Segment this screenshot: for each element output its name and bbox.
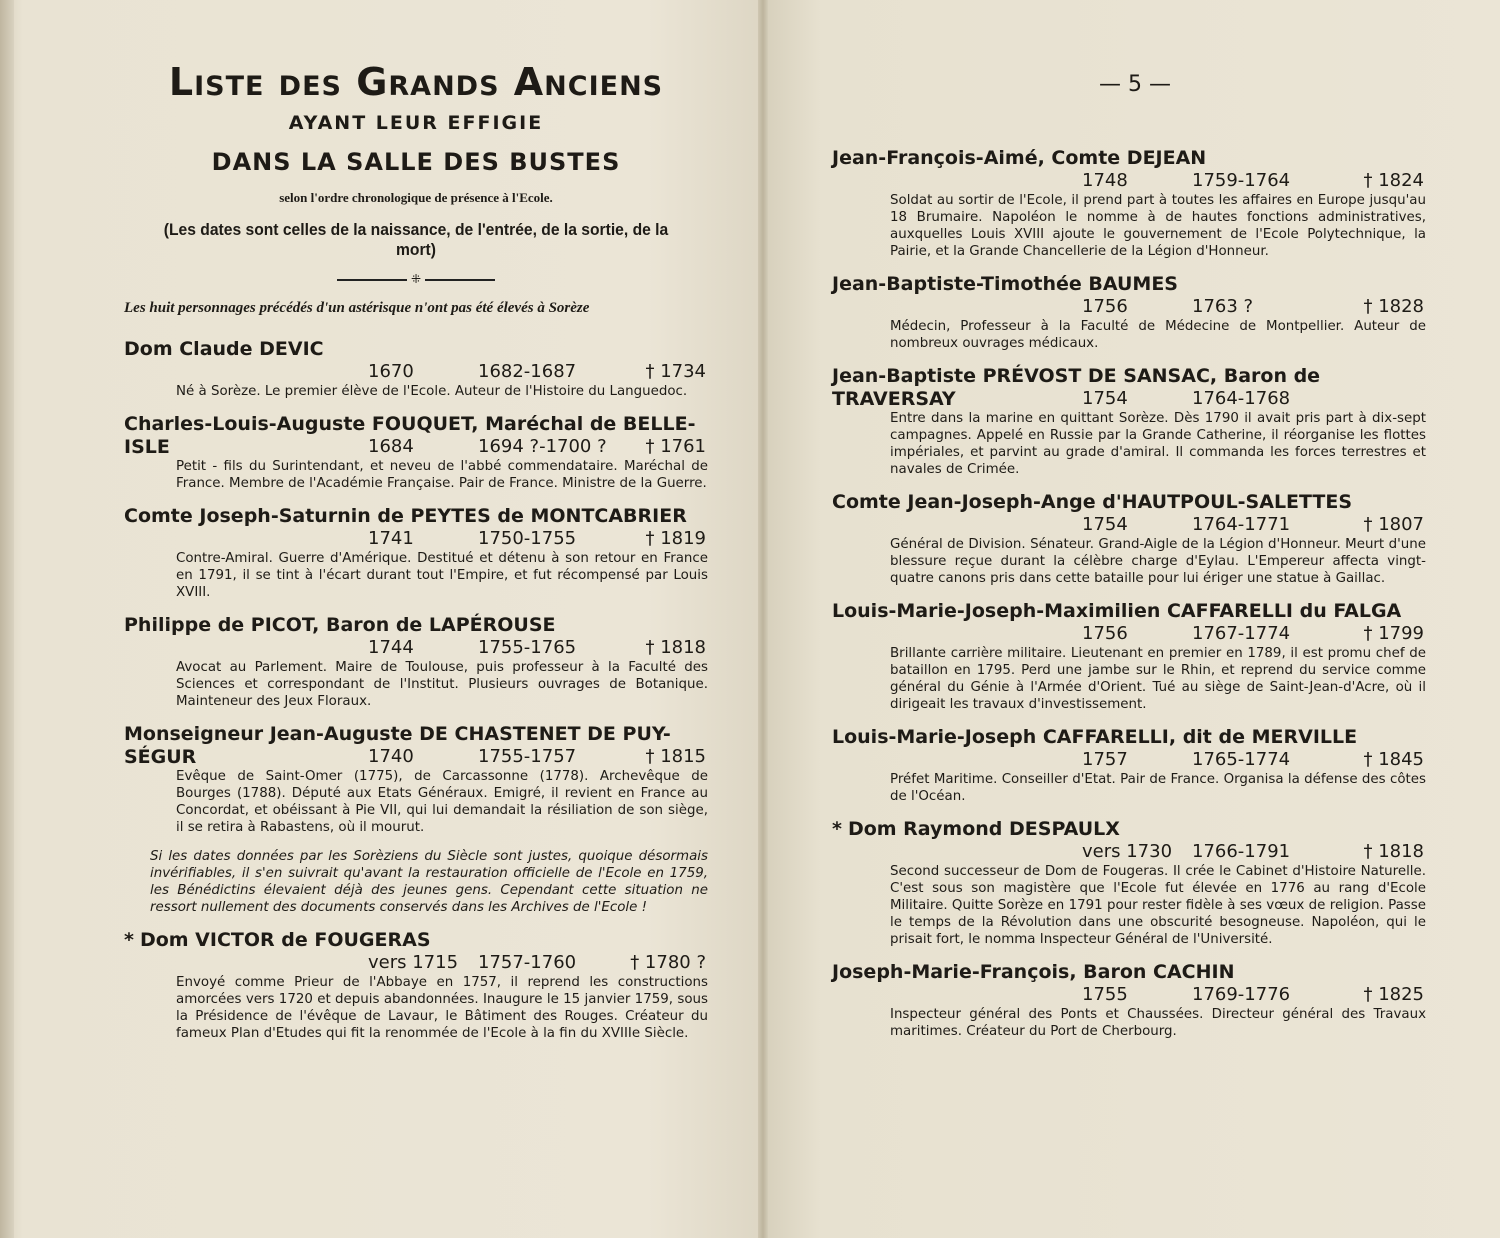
entry-stay: 1750-1755 xyxy=(478,528,577,549)
list-item xyxy=(832,725,1426,805)
subtitle-salle: DANS LA SALLE DES BUSTES xyxy=(211,148,621,176)
list-item xyxy=(832,364,1426,478)
list-item xyxy=(832,490,1426,587)
page-number: — 5 — xyxy=(1099,72,1171,97)
entry-stay: 1765-1774 xyxy=(1192,749,1291,770)
dates-note: (Les dates sont celles de la naissance, de l'entrée, de la sortie, de la mort) xyxy=(163,220,669,259)
asterisk-marker: * xyxy=(832,818,842,840)
list-item xyxy=(832,599,1426,713)
order-note: selon l'ordre chronologique de présence à l'Ecole. xyxy=(279,190,553,205)
entry-name: Jean-Baptiste PRÉVOST DE SANSAC, Baron de xyxy=(832,365,1321,387)
entry-name: Comte Jean-Joseph-Ange d'HAUTPOUL-SALETTES xyxy=(832,491,1353,513)
list-item xyxy=(832,146,1426,260)
entry-death: † 1818 xyxy=(1363,841,1424,862)
entry-name: Dom VICTOR de FOUGERAS xyxy=(139,929,431,951)
right-column xyxy=(832,146,1426,1052)
list-item xyxy=(124,504,708,601)
entry-name: Monseigneur Jean-Auguste DE CHASTENET DE PUY- xyxy=(124,723,671,745)
page-edge xyxy=(0,0,14,1238)
entry-birth: vers 1715 xyxy=(368,952,459,973)
entry-stay: 1767-1774 xyxy=(1192,623,1291,644)
subtitle-effigie: AYANT LEUR EFFIGIE xyxy=(288,112,544,134)
entry-stay: 1757-1760 xyxy=(478,952,577,973)
entry-name: Louis-Marie-Joseph CAFFARELLI, dit de MERVILLE xyxy=(832,726,1358,748)
list-item xyxy=(124,928,708,1042)
entry-dates xyxy=(832,623,1426,645)
entry-birth: 1670 xyxy=(368,361,414,382)
list-item xyxy=(832,960,1426,1040)
entry-description: Inspecteur général des Ponts et Chaussées. Directeur général des Travaux maritimes. Créateur du Port de Cherbourg. xyxy=(890,1007,1426,1039)
entry-birth: 1748 xyxy=(1082,170,1128,191)
entry-dates xyxy=(832,841,1426,863)
entry-description: Soldat au sortir de l'Ecole, il prend part à toutes les affaires en Europe jusqu'au 18 Brumaire. Napoléon le nomme à de hautes fonctions administratives, auxquelles Louis XVIII ajoute le gouvernement de l'Ecole Polytechnique, la Pairie, et la Grande Chancellerie de la Légion d'Honneur. xyxy=(890,193,1426,259)
italic-note: Si les dates données par les Sorèziens du Siècle sont justes, quoique désormais invérifiables, il s'en suivrait qu'avant la restauration officielle de l'Ecole en 1759, les Bénédictins élevaient déjà des jeunes gens. Cependant cette situation ne ressort nullement des documents conservés dans les Archives de l'Ecole ! xyxy=(150,849,708,915)
entry-birth: 1754 xyxy=(1082,388,1128,409)
entry-stay: 1764-1768 xyxy=(1192,388,1291,409)
entry-birth: 1756 xyxy=(1082,623,1128,644)
entry-death: † 1734 xyxy=(645,361,706,382)
entry-dates xyxy=(124,952,708,974)
entry-description: Petit - fils du Surintendant, et neveu de l'abbé commendataire. Maréchal de France. Membre de l'Académie Française. Pair de France. Ministre de la Guerre. xyxy=(176,459,708,491)
entry-name: Dom Raymond DESPAULX xyxy=(847,818,1120,840)
entry-death: † 1799 xyxy=(1363,623,1424,644)
entry-death: † 1815 xyxy=(645,746,706,767)
entry-death: † 1761 xyxy=(645,436,706,457)
entry-death: † 1825 xyxy=(1363,984,1424,1005)
entry-birth: 1756 xyxy=(1082,296,1128,317)
entry-description: Avocat au Parlement. Maire de Toulouse, puis professeur à la Faculté des Sciences et correspondant de l'Institut. Plusieurs ouvrages de Botanique. Mainteneur des Jeux Floraux. xyxy=(176,660,708,709)
book-gutter xyxy=(758,0,768,1238)
entry-description: Préfet Maritime. Conseiller d'Etat. Pair de France. Organisa la défense des côtes de l'Océan. xyxy=(890,772,1426,804)
entry-birth: 1754 xyxy=(1082,514,1128,535)
entry-description: Médecin, Professeur à la Faculté de Médecine de Montpellier. Auteur de nombreux ouvrages médicaux. xyxy=(890,319,1426,351)
entry-birth: 1740 xyxy=(368,746,414,767)
entry-stay: 1769-1776 xyxy=(1192,984,1291,1005)
entry-stay: 1694 ?-1700 ? xyxy=(478,436,607,457)
entry-birth: 1757 xyxy=(1082,749,1128,770)
entry-death: † 1818 xyxy=(645,637,706,658)
entry-dates: SÉGUR 1740 1755-1757 † 1815 xyxy=(124,746,706,768)
list-item xyxy=(832,272,1426,352)
entry-description: Contre-Amiral. Guerre d'Amérique. Destitué et détenu à son retour en France en 1791, il se tint à l'écart durant tout l'Empire, et fut récompensé par Louis XVIII. xyxy=(176,551,708,600)
entry-stay: 1755-1765 xyxy=(478,637,577,658)
list-item xyxy=(124,337,708,400)
list-item xyxy=(832,817,1426,948)
entry-stay: 1759-1764 xyxy=(1192,170,1291,191)
entry-name: Louis-Marie-Joseph-Maximilien CAFFARELLI du FALGA xyxy=(832,600,1402,622)
left-entry-list xyxy=(124,337,708,836)
entry-name: Jean-Baptiste-Timothée BAUMES xyxy=(832,273,1178,295)
entry-birth: 1755 xyxy=(1082,984,1128,1005)
entry-stay: 1682-1687 xyxy=(478,361,577,382)
entry-description: Second successeur de Dom de Fougeras. Il crée le Cabinet d'Histoire Naturelle. C'est sous son magistère que l'Ecole fut élevée en 1776 au rang d'Ecole Militaire. Quitte Sorèze en 1791 pour rester fidèle à ses vœux de religion. Passe le temps de la Révolution dans une obscurité besogneuse. Napoléon, qui le prisait fort, le nomma Inspecteur Général de l'Université. xyxy=(890,864,1426,947)
entry-dates xyxy=(124,361,708,383)
left-column xyxy=(124,60,708,1054)
entry-death: † 1824 xyxy=(1363,170,1424,191)
entry-death: † 1807 xyxy=(1363,514,1424,535)
page-title: Liste des Grands Anciens xyxy=(168,60,664,104)
entry-stay: 1763 ? xyxy=(1192,296,1254,317)
asterisk-marker: * xyxy=(124,929,134,951)
list-item xyxy=(124,412,708,492)
right-entry-list xyxy=(832,146,1426,1040)
entry-birth: vers 1730 xyxy=(1082,841,1173,862)
entry-dates xyxy=(124,637,708,659)
entry-death xyxy=(1352,388,1426,410)
intro-note: Les huit personnages précédés d'un astérisque n'ont pas été élevés à Sorèze xyxy=(124,300,590,316)
ornament-icon: ⁜ xyxy=(410,272,422,286)
entry-dates: TRAVERSAY 1754 1764-1768 xyxy=(832,388,1426,410)
entry-stay: 1766-1791 xyxy=(1192,841,1291,862)
entry-description: Général de Division. Sénateur. Grand-Aigle de la Légion d'Honneur. Meurt d'une blessure reçue durant la célèbre charge d'Eylau. L'Empereur affecta vingt-quatre canons pris dans cette bataille pour lui ériger une statue à Gaillac. xyxy=(890,537,1426,586)
entry-dates xyxy=(832,749,1426,771)
entry-birth: 1684 xyxy=(368,436,414,457)
entry-name: Philippe de PICOT, Baron de LAPÉROUSE xyxy=(124,614,556,636)
entry-stay: 1755-1757 xyxy=(478,746,577,767)
entry-death: † 1845 xyxy=(1363,749,1424,770)
entry-birth: 1744 xyxy=(368,637,414,658)
entry-dates xyxy=(832,296,1426,318)
entry-name: Dom Claude DEVIC xyxy=(124,338,324,360)
list-item xyxy=(124,722,708,836)
entry-dates xyxy=(832,984,1426,1006)
ornament-divider xyxy=(124,272,708,286)
entry-dates xyxy=(832,514,1426,536)
list-item xyxy=(124,613,708,710)
entry-dates xyxy=(124,528,708,550)
entry-dates: ISLE 1684 1694 ?-1700 ? † 1761 xyxy=(124,436,706,458)
entry-description: Entre dans la marine en quittant Sorèze. Dès 1790 il avait pris part à dix-sept campagnes. Appelé en Russie par la Grande Catherine, il réorganise les flottes impériales, et parvint au grade d'amiral. Il commanda les forces terrestres et navales de Crimée. xyxy=(890,411,1426,477)
entry-dates xyxy=(832,170,1426,192)
entry-name: Comte Joseph-Saturnin de PEYTES de MONTCABRIER xyxy=(124,505,687,527)
entry-description: Envoyé comme Prieur de l'Abbaye en 1757, il reprend les constructions amorcées vers 1720 et depuis abandonnées. Inaugure le 15 janvier 1759, sous la Présidence de l'évêque de Lavaur, le Bâtiment des Rouges. Créateur du fameux Plan d'Etudes qui fit la renommée de l'Ecole à la fin du XVIIIe Siècle. xyxy=(176,975,708,1041)
entry-name: Jean-François-Aimé, Comte DEJEAN xyxy=(832,147,1207,169)
entry-description: Evêque de Saint-Omer (1775), de Carcassonne (1778). Archevêque de Bourges (1788). Député aux Etats Généraux. Emigré, il revient en France au Concordat, et obéissant à Pie VII, qui lui demandait la résiliation de son siège, il se retira à Rabastens, où il mourut. xyxy=(176,769,708,835)
entry-name: Charles-Louis-Auguste FOUQUET, Maréchal de BELLE- xyxy=(124,413,696,435)
entry-death: † 1780 ? xyxy=(630,952,706,973)
entry-death: † 1819 xyxy=(645,528,706,549)
entry-birth: 1741 xyxy=(368,528,414,549)
entry-name: Joseph-Marie-François, Baron CACHIN xyxy=(832,961,1235,983)
entry-stay: 1764-1771 xyxy=(1192,514,1291,535)
entry-death: † 1828 xyxy=(1363,296,1424,317)
entry-description: Brillante carrière militaire. Lieutenant en premier en 1789, il est promu chef de bataillon en 1795. Perd une jambe sur le Rhin, et reprend du service comme général du Génie à l'Armée d'Orient. Tué au siège de Saint-Jean-d'Acre, où il dirigeait les travaux d'investissement. xyxy=(890,646,1426,712)
entry-description: Né à Sorèze. Le premier élève de l'Ecole. Auteur de l'Histoire du Languedoc. xyxy=(176,384,688,399)
